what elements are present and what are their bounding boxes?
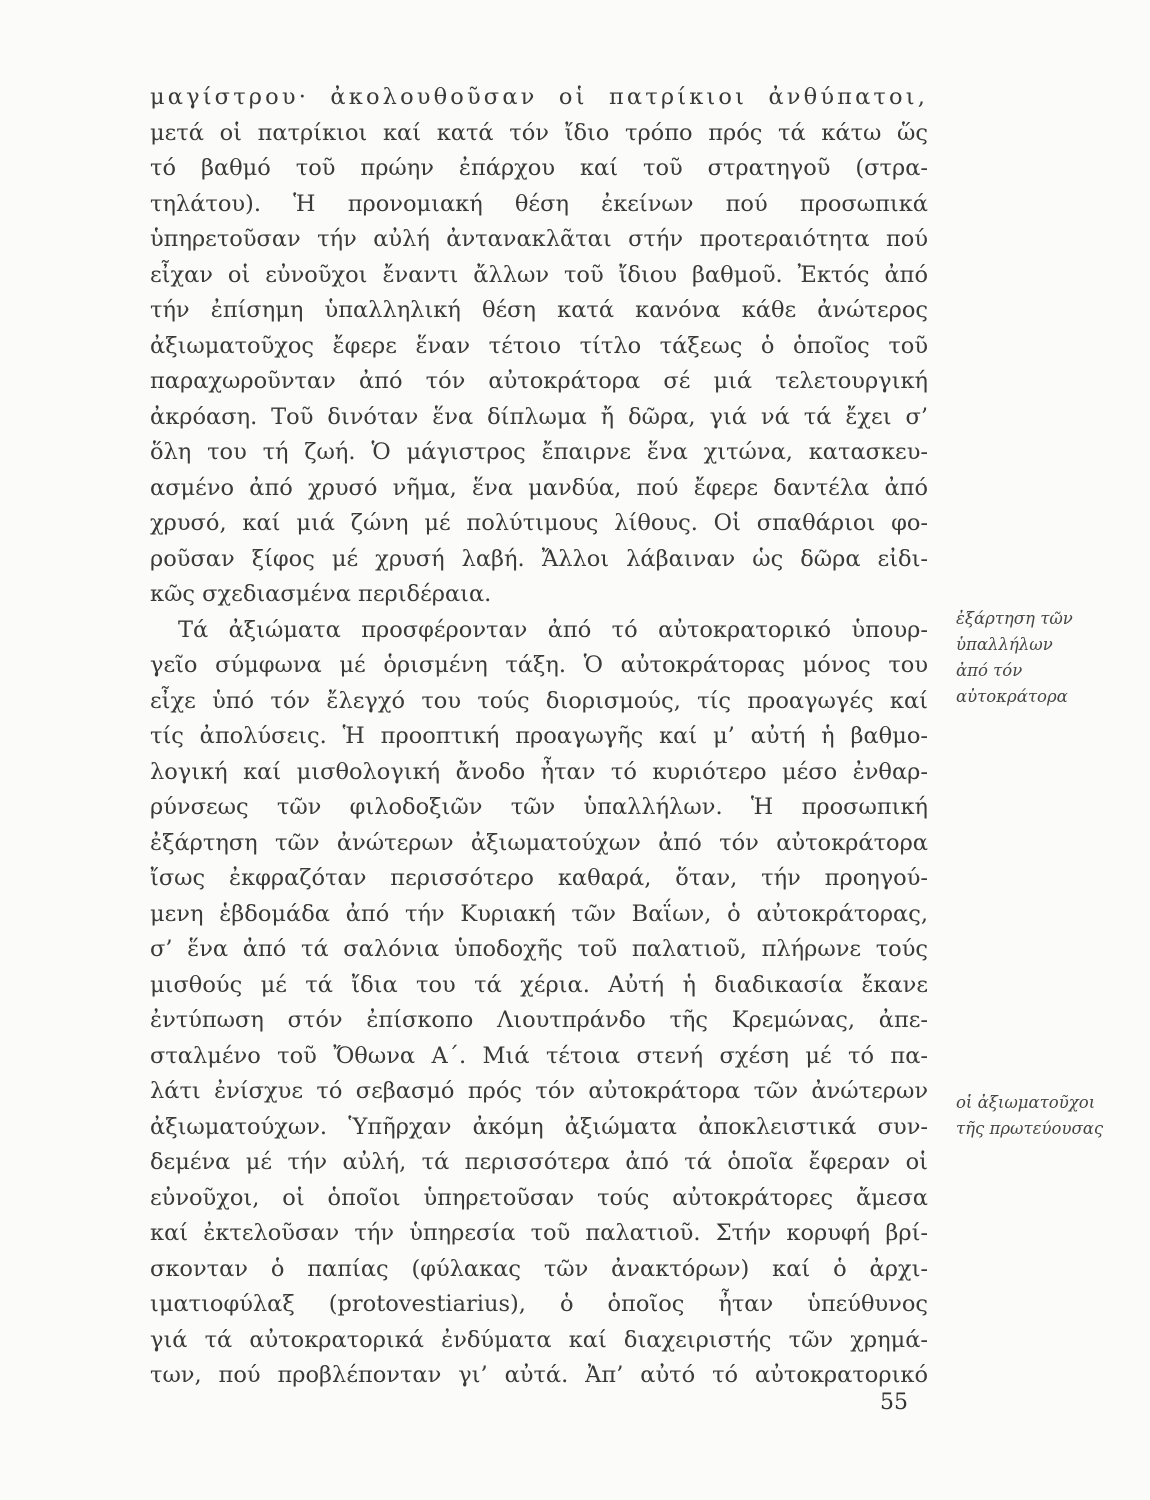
text-line-32: εὐνοῦχοι, οἱ ὁποῖοι ὑπηρετοῦσαν τούς αὐτοκράτορες ἄμεσα [150,1184,928,1211]
marginal-note-1-line-2: ὑπαλλήλων [956,635,1053,654]
text-line-4: τηλάτου). Ἡ προνομιακή θέση ἐκείνων πού προσωπικά [150,190,928,217]
text-line-29: λάτι ἐνίσχυε τό σεβασμό πρός τόν αὐτοκράτορα τῶν ἀνώτερων [150,1078,928,1104]
text-line-33: καί ἐκτελοῦσαν τήν ὑπηρεσία τοῦ παλατιοῦ. Στήν κορυφή βρί- [150,1220,928,1246]
text-line-11: ὅλη του τή ζωή. Ὁ μάγιστρος ἔπαιρνε ἕνα χιτώνα, κατασκευ- [150,439,928,465]
text-line-13: χρυσό, καί μιά ζώνη μέ πολύτιμους λίθους. Οἱ σπαθάριοι φο- [150,510,928,536]
text-line-5: ὑπηρετοῦσαν τήν αὐλή ἀντανακλᾶται στήν προτεραιότητα πού [150,226,928,252]
text-line-3: τό βαθμό τοῦ πρώην ἐπάρχου καί τοῦ στρατηγοῦ (στρα- [150,155,928,181]
text-line-28: σταλμένο τοῦ Ὄθωνα Α΄. Μιά τέτοια στενή σχέση μέ τό πα- [150,1042,928,1069]
text-line-23: ἴσως ἐκφραζόταν περισσότερο καθαρά, ὅταν, τήν προηγού- [150,865,928,891]
text-line-9: παραχωροῦνταν ἀπό τόν αὐτοκράτορα σέ μιά τελετουργική [150,368,928,394]
text-line-18: εἶχε ὑπό τόν ἔλεγχό του τούς διορισμούς, τίς προαγωγές καί [150,687,928,714]
text-line-26: μισθούς μέ τά ἴδια του τά χέρια. Αὐτή ἡ διαδικασία ἔκανε [150,971,928,998]
text-line-35: ιματιοφύλαξ (protovestiarius), ὁ ὁποῖος ἦταν ὑπεύθυνος [150,1291,928,1317]
text-line-22: ἐξάρτηση τῶν ἀνώτερων ἀξιωματούχων ἀπό τόν αὐτοκράτορα [150,829,928,856]
text-line-34: σκονταν ὁ παπίας (φύλακας τῶν ἀνακτόρων) καί ὁ ἀρχι- [150,1255,928,1282]
text-line-21: ρύνσεως τῶν φιλοδοξιῶν τῶν ὑπαλλήλων. Ἡ προσωπική [150,794,928,820]
text-line-12: ασμένο ἀπό χρυσό νῆμα, ἕνα μανδύα, πού ἔφερε δαντέλα ἀπό [150,474,928,501]
text-line-36: γιά τά αὐτοκρατορικά ἐνδύματα καί διαχειριστής τῶν χρημά- [150,1326,928,1353]
text-line-37: των, πού προβλέπονταν γι’ αὐτά. Ἀπ’ αὐτό τό αὐτοκρατορικό [150,1362,928,1388]
text-line-1: μαγίστρου· ἀκολουθοῦσαν οἱ πατρίκιοι ἀνθύπατοι, [150,84,928,110]
text-line-17: γεῖο σύμφωνα μέ ὁρισμένη τάξη. Ὁ αὐτοκράτορας μόνος του [150,652,928,678]
text-line-16: Τά ἀξιώματα προσφέρονταν ἀπό τό αὐτοκρατορικό ὑπουρ- [178,616,928,643]
text-line-7: τήν ἐπίσημη ὑπαλληλική θέση κατά κανόνα κάθε ἀνώτερος [150,297,928,323]
text-line-24: μενη ἑβδομάδα ἀπό τήν Κυριακή τῶν Βαΐων, ὁ αὐτοκράτορας, [150,900,928,927]
text-line-14: ροῦσαν ξίφος μέ χρυσή λαβή. Ἄλλοι λάβαιναν ὡς δῶρα εἰδι- [150,545,928,572]
marginal-note-1-line-4: αὐτοκράτορα [956,687,1068,706]
marginal-note-1-line-3: ἀπό τόν [956,661,1023,680]
text-line-20: λογική καί μισθολογική ἄνοδο ἦταν τό κυριότερο μέσο ἐνθαρ- [150,758,928,785]
marginal-note-2-line-2: τῆς πρωτεύουσας [956,1119,1104,1138]
main-text-column [150,80,928,1394]
marginal-note-1-line-1: ἐξάρτηση τῶν [956,609,1073,628]
text-line-6: εἶχαν οἱ εὐνοῦχοι ἔναντι ἄλλων τοῦ ἴδιου βαθμοῦ. Ἐκτός ἀπό [150,261,928,288]
page-number: 55 [880,1390,908,1415]
text-line-2: μετά οἱ πατρίκιοι καί κατά τόν ἴδιο τρόπο πρός τά κάτω ὥς [150,119,928,146]
marginal-note-2-line-1: οἱ ἀξιωματοῦχοι [956,1093,1096,1112]
text-line-15: κῶς σχεδιασμένα περιδέραια. [150,581,492,607]
text-line-31: δεμένα μέ τήν αὐλή, τά περισσότερα ἀπό τά ὁποῖα ἔφεραν οἱ [150,1149,928,1175]
text-line-27: ἐντύπωση στόν ἐπίσκοπο Λιουτπράνδο τῆς Κρεμώνας, ἀπε- [150,1007,928,1033]
text-line-25: σ’ ἕνα ἀπό τά σαλόνια ὑποδοχῆς τοῦ παλατιοῦ, πλήρωνε τούς [150,936,928,962]
marginal-note-officials [956,1090,1136,1142]
marginal-note-dependence [956,606,1136,710]
text-line-8: ἀξιωματοῦχος ἔφερε ἕναν τέτοιο τίτλο τάξεως ὁ ὁποῖος τοῦ [150,332,928,359]
text-line-19: τίς ἀπολύσεις. Ἡ προοπτική προαγωγῆς καί μ’ αὐτή ἡ βαθμο- [150,723,928,749]
text-line-30: ἀξιωματούχων. Ὑπῆρχαν ἀκόμη ἀξιώματα ἀποκλειστικά συν- [150,1113,928,1140]
text-line-10: ἀκρόαση. Τοῦ δινόταν ἕνα δίπλωμα ἤ δῶρα, γιά νά τά ἔχει σ’ [150,403,928,430]
